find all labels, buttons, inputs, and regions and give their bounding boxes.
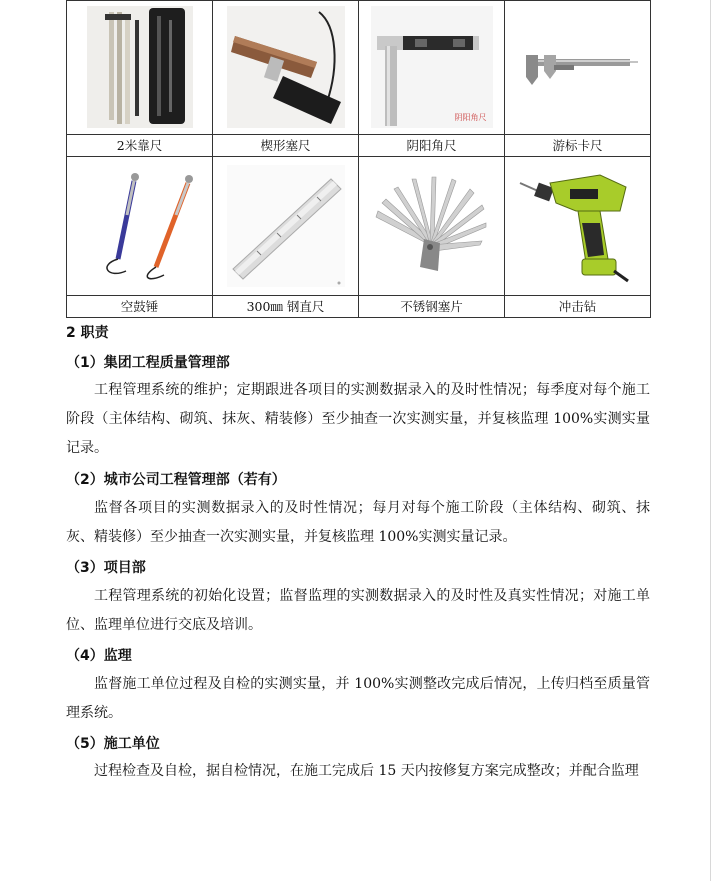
tool-caption: 不锈钢塞片 (359, 296, 505, 318)
paragraph: 监督各项目的实测数据录入的及时性情况；每月对每个施工阶段（主体结构、砌筑、抹灰、精装修）至少抽查一次实测实量，并复核监理 100%实测实量记录。 (66, 500, 650, 545)
tool-photo-cell (359, 1, 505, 135)
tool-photo-cell (213, 1, 359, 135)
tool-caption: 阴阳角尺 (359, 135, 505, 157)
section-heading: 2 职责 (66, 325, 109, 341)
tool-photo-cell (213, 157, 359, 296)
tool-photo-cell (67, 1, 213, 135)
tool-photo-cell (505, 1, 651, 135)
subsection-title: （1）集团工程质量管理部 (66, 355, 230, 371)
steel-ruler-photo (227, 165, 345, 287)
subsection-title: （5）施工单位 (66, 736, 160, 752)
straightedge-photo (87, 6, 193, 128)
impact-drill-photo (516, 167, 640, 285)
tool-caption: 300㎜ 钢直尺 (213, 296, 359, 318)
paragraph: 工程管理系统的维护；定期跟进各项目的实测数据录入的及时性情况；每季度对每个施工阶段（主体结构、砌筑、抹灰、精装修）至少抽查一次实测实量，并复核监理 100%实测实量记录。 (66, 382, 650, 456)
angle-square-photo (371, 6, 493, 128)
page-edge (710, 0, 711, 881)
tool-photo-cell (505, 157, 651, 296)
vernier-caliper-photo (514, 19, 642, 117)
hollow-hammer-photo (78, 167, 202, 285)
photo-label: 阴阳角尺 (454, 112, 487, 122)
tool-caption: 空鼓锤 (67, 296, 213, 318)
subsection-title: （4）监理 (66, 648, 132, 664)
paragraph: 工程管理系统的初始化设置；监督监理的实测数据录入的及时性及真实性情况；对施工单位、监理单位进行交底及培训。 (66, 588, 650, 633)
tool-photo-cell (67, 157, 213, 296)
subsection-title: （2）城市公司工程管理部（若有） (66, 472, 286, 488)
wedge-feeler-photo (227, 6, 345, 128)
tool-photo-cell (359, 157, 505, 296)
tool-caption: 2米靠尺 (67, 135, 213, 157)
tools-table (66, 0, 651, 318)
tool-caption: 楔形塞尺 (213, 135, 359, 157)
tool-caption: 冲击钻 (505, 296, 651, 318)
paragraph: 过程检查及自检，据自检情况，在施工完成后 15 天内按修复方案完成整改；并配合监理 (94, 763, 639, 779)
subsection-title: （3）项目部 (66, 560, 146, 576)
paragraph: 监督施工单位过程及自检的实测实量，并 100%实测整改完成后情况，上传归档至质量管理系统。 (66, 676, 650, 721)
feeler-gauge-photo (368, 167, 496, 285)
tool-caption: 游标卡尺 (505, 135, 651, 157)
